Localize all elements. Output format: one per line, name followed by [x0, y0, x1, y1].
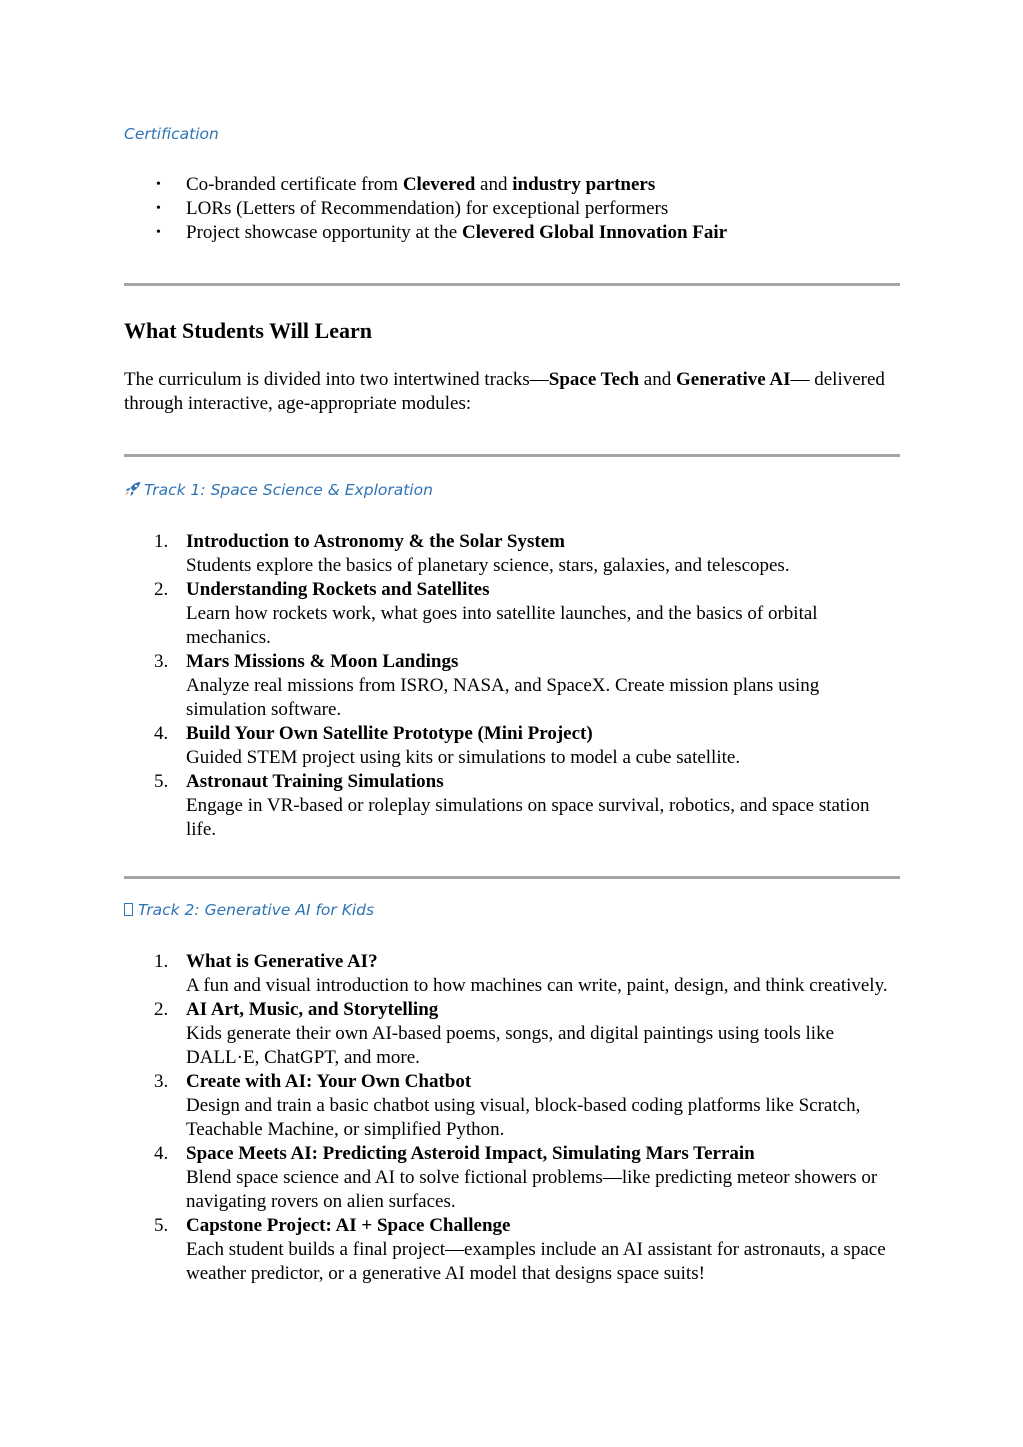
module-title: What is Generative AI? [186, 951, 378, 972]
bold-text: Space Tech [548, 369, 640, 390]
certification-item [124, 221, 900, 245]
module-item [124, 950, 900, 998]
certification-item [124, 173, 900, 197]
module-description: Guided STEM project using kits or simulations to model a cube satellite. [186, 747, 741, 768]
rocket-icon [124, 481, 142, 497]
module-item [124, 1214, 900, 1286]
section-divider [124, 876, 900, 879]
track1-heading [124, 481, 433, 499]
module-number: 5. [154, 771, 169, 792]
module-title: Understanding Rockets and Satellites [186, 579, 490, 600]
module-description: Each student builds a final project—examples include an AI assistant for astronauts, a space weather predictor, or a generative AI model that designs space suits! [186, 1239, 886, 1284]
module-title: Create with AI: Your Own Chatbot [186, 1071, 472, 1092]
module-title: Introduction to Astronomy & the Solar System [186, 531, 565, 552]
bold-text: Clevered [402, 174, 476, 195]
module-number: 2. [154, 579, 169, 600]
track1-module-list [124, 530, 900, 842]
module-item [124, 770, 900, 842]
module-number: 5. [154, 1215, 169, 1236]
certification-heading: Certification [124, 125, 219, 143]
module-description: Blend space science and AI to solve fictional problems—like predicting meteor showers or navigating rovers on alien surfaces. [186, 1167, 878, 1212]
track2-heading-text: Track 2: Generative AI for Kids [138, 901, 375, 919]
module-number: 3. [154, 1071, 169, 1092]
module-title: Space Meets AI: Predicting Asteroid Impact, Simulating Mars Terrain [186, 1143, 755, 1164]
track2-module-list [124, 950, 900, 1286]
module-description: Analyze real missions from ISRO, NASA, and SpaceX. Create mission plans using simulation software. [186, 675, 820, 720]
track2-heading [124, 901, 374, 919]
section-divider [124, 283, 900, 286]
module-item [124, 578, 900, 650]
module-description: Learn how rockets work, what goes into satellite launches, and the basics of orbital mechanics. [186, 603, 818, 648]
track1-heading-text: Track 1: Space Science & Exploration [144, 481, 433, 499]
text-run: — delivered through interactive, age-appropriate modules: [124, 369, 885, 414]
missing-glyph-icon [124, 903, 133, 916]
text-run: and [475, 174, 513, 195]
bold-text: Generative AI [675, 369, 791, 390]
module-description: Kids generate their own AI-based poems, songs, and digital paintings using tools like DALL·E, ChatGPT, and more. [186, 1023, 835, 1068]
module-title: Mars Missions & Moon Landings [186, 651, 459, 672]
module-title: Capstone Project: AI + Space Challenge [186, 1215, 511, 1236]
module-item [124, 650, 900, 722]
module-number: 3. [154, 651, 169, 672]
bold-text: industry partners [512, 174, 656, 195]
text-run: The curriculum is divided into two intertwined tracks— [124, 369, 549, 390]
bullet-icon: • [156, 225, 161, 240]
section-title: What Students Will Learn [124, 318, 372, 343]
module-description: Students explore the basics of planetary science, stars, galaxies, and telescopes. [186, 555, 790, 576]
text-run: Co-branded certificate from [186, 174, 403, 195]
bullet-icon: • [156, 201, 161, 216]
module-description: Engage in VR-based or roleplay simulations on space survival, robotics, and space station life. [186, 795, 870, 840]
module-title: AI Art, Music, and Storytelling [186, 999, 439, 1020]
module-title: Build Your Own Satellite Prototype (Mini Project) [186, 723, 593, 744]
certification-list [124, 173, 900, 245]
certification-item [124, 197, 900, 221]
module-number: 1. [154, 951, 169, 972]
section-divider [124, 454, 900, 457]
module-item [124, 722, 900, 770]
module-item [124, 1142, 900, 1214]
text-run: LORs (Letters of Recommendation) for exceptional performers [186, 198, 669, 219]
bullet-icon: • [156, 177, 161, 192]
module-item [124, 1070, 900, 1142]
module-description: Design and train a basic chatbot using visual, block-based coding platforms like Scratch, Teachable Machine, or simplified Python. [186, 1095, 861, 1140]
module-title: Astronaut Training Simulations [186, 771, 444, 792]
bold-text: Clevered Global Innovation Fair [461, 222, 728, 243]
module-number: 4. [154, 1143, 169, 1164]
module-item [124, 530, 900, 578]
module-number: 4. [154, 723, 169, 744]
module-number: 1. [154, 531, 169, 552]
text-run: and [639, 369, 676, 390]
module-description: A fun and visual introduction to how machines can write, paint, design, and think creatively. [186, 975, 888, 996]
module-number: 2. [154, 999, 169, 1020]
text-run: Project showcase opportunity at the [186, 222, 462, 243]
curriculum-intro [124, 368, 900, 416]
module-item [124, 998, 900, 1070]
